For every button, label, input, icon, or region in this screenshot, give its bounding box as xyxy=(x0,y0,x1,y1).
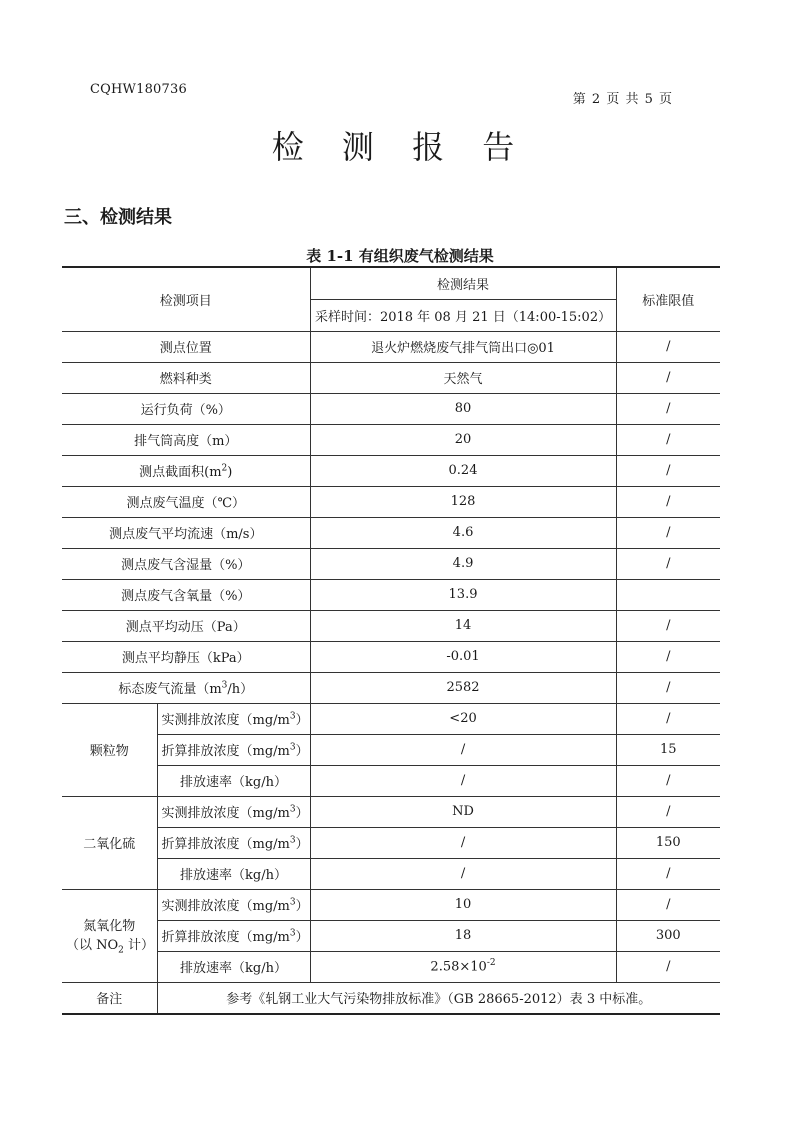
row-label: 测点平均静压（kPa） xyxy=(62,641,310,672)
row-value: 14 xyxy=(310,610,616,641)
row-label: 测点平均动压（Pa） xyxy=(62,610,310,641)
row-value: / xyxy=(310,827,616,858)
param-text: 实测排放浓度（mg/m xyxy=(161,713,290,728)
table-row xyxy=(62,889,720,920)
param-text: 实测排放浓度（mg/m xyxy=(161,806,290,821)
row-label: 排气筒高度（m） xyxy=(62,424,310,455)
row-limit: / xyxy=(616,424,720,455)
header-row xyxy=(62,267,720,299)
row-limit: / xyxy=(616,951,720,982)
row-value: 13.9 xyxy=(310,579,616,610)
table-row xyxy=(62,424,720,455)
row-value: 128 xyxy=(310,486,616,517)
table-caption: 表 1-1 有组织废气检测结果 xyxy=(306,247,494,265)
table-row xyxy=(62,641,720,672)
row-value: 4.9 xyxy=(310,548,616,579)
table-row xyxy=(62,393,720,424)
table-row xyxy=(62,517,720,548)
report-number: CQHW180736 xyxy=(90,82,187,97)
row-limit: / xyxy=(616,517,720,548)
value-sup: -2 xyxy=(486,958,496,969)
param-text: 排放速率（kg/h） xyxy=(180,868,287,883)
row-limit: / xyxy=(616,362,720,393)
param-label xyxy=(157,889,310,920)
row-limit: / xyxy=(616,455,720,486)
table-row xyxy=(62,827,720,858)
row-limit: / xyxy=(616,641,720,672)
row-value: 天然气 xyxy=(310,362,616,393)
col-header-limit: 标准限值 xyxy=(616,267,720,331)
param-text: 排放速率（kg/h） xyxy=(180,775,287,790)
row-label-sup: 3 xyxy=(221,680,228,691)
table-row xyxy=(62,796,720,827)
pollutant-name-line1: 氮氧化物 xyxy=(83,919,136,935)
row-label-text: 测点截面积(m xyxy=(139,465,222,480)
param-label xyxy=(157,951,310,982)
pollutant-name xyxy=(62,889,157,982)
row-value: <20 xyxy=(310,703,616,734)
row-limit: / xyxy=(616,858,720,889)
row-limit: / xyxy=(616,672,720,703)
section-heading: 三、检测结果 xyxy=(64,207,172,228)
row-limit: / xyxy=(616,393,720,424)
param-sup: 3 xyxy=(289,835,296,846)
value-text: 2.58×10 xyxy=(430,959,487,975)
param-text: ） xyxy=(295,713,309,728)
param-text: 折算排放浓度（mg/m xyxy=(161,930,290,945)
param-text: ） xyxy=(295,899,309,914)
param-text: 实测排放浓度（mg/m xyxy=(161,899,290,914)
table-row xyxy=(62,951,720,982)
param-label xyxy=(157,796,310,827)
param-text: 折算排放浓度（mg/m xyxy=(161,837,290,852)
param-sup: 3 xyxy=(289,711,296,722)
param-text: ） xyxy=(295,930,309,945)
row-limit: / xyxy=(616,765,720,796)
table-row xyxy=(62,703,720,734)
row-label: 燃料种类 xyxy=(62,362,310,393)
row-value xyxy=(310,951,616,982)
table-row xyxy=(62,672,720,703)
row-limit: / xyxy=(616,486,720,517)
row-limit: / xyxy=(616,548,720,579)
table-row xyxy=(62,455,720,486)
col-header-result: 检测结果 xyxy=(310,267,616,299)
param-label xyxy=(157,920,310,951)
row-value: 80 xyxy=(310,393,616,424)
table-row xyxy=(62,734,720,765)
pollutant-name-sub: 2 xyxy=(118,945,124,956)
param-sup: 3 xyxy=(289,742,296,753)
row-value: 0.24 xyxy=(310,455,616,486)
param-sup: 3 xyxy=(289,804,296,815)
row-label xyxy=(62,455,310,486)
param-label xyxy=(157,858,310,889)
row-value: ND xyxy=(310,796,616,827)
note-row xyxy=(62,982,720,1014)
param-text: ） xyxy=(295,837,309,852)
table-row xyxy=(62,548,720,579)
row-limit: / xyxy=(616,796,720,827)
param-label xyxy=(157,734,310,765)
row-value: / xyxy=(310,765,616,796)
note-text: 参考《轧钢工业大气污染物排放标准》（GB 28665-2012）表 3 中标准。 xyxy=(157,982,720,1014)
table-row xyxy=(62,765,720,796)
row-label: 测点废气含湿量（%） xyxy=(62,548,310,579)
table-row xyxy=(62,858,720,889)
row-label xyxy=(62,672,310,703)
param-label xyxy=(157,827,310,858)
table-row xyxy=(62,920,720,951)
row-value: / xyxy=(310,858,616,889)
pollutant-name-line2: 计） xyxy=(123,938,155,954)
row-value: 18 xyxy=(310,920,616,951)
row-limit: / xyxy=(616,331,720,362)
row-label-sup: 2 xyxy=(221,463,228,474)
param-text: ） xyxy=(295,806,309,821)
param-text: 折算排放浓度（mg/m xyxy=(161,744,290,759)
row-value: 10 xyxy=(310,889,616,920)
param-text: 排放速率（kg/h） xyxy=(180,961,287,976)
row-limit: / xyxy=(616,703,720,734)
row-label-text: ) xyxy=(227,465,233,480)
table-row xyxy=(62,362,720,393)
param-sup: 3 xyxy=(289,897,296,908)
row-value: 2582 xyxy=(310,672,616,703)
row-limit: / xyxy=(616,610,720,641)
row-label-text: 标态废气流量（m xyxy=(118,682,222,697)
row-value: 退火炉燃烧废气排气筒出口◎01 xyxy=(310,331,616,362)
pollutant-name-line2: （以 NO xyxy=(66,938,119,954)
document-title: 检 测 报 告 xyxy=(271,128,529,166)
row-label: 运行负荷（%） xyxy=(62,393,310,424)
col-header-item: 检测项目 xyxy=(62,267,310,331)
sampling-time: 采样时间：2018 年 08 月 21 日（14:00-15:02） xyxy=(310,299,616,331)
row-label: 测点废气平均流速（m/s） xyxy=(62,517,310,548)
table-row xyxy=(62,610,720,641)
note-label: 备注 xyxy=(62,982,157,1014)
row-value: 4.6 xyxy=(310,517,616,548)
param-text: ） xyxy=(295,744,309,759)
param-label xyxy=(157,703,310,734)
row-label-text: /h） xyxy=(227,682,254,697)
row-label: 测点位置 xyxy=(62,331,310,362)
row-limit: 15 xyxy=(616,734,720,765)
row-value: -0.01 xyxy=(310,641,616,672)
row-label: 测点废气含氧量（%） xyxy=(62,579,310,610)
row-value: / xyxy=(310,734,616,765)
table-row xyxy=(62,331,720,362)
page-indicator: 第 2 页 共 5 页 xyxy=(572,92,672,107)
param-sup: 3 xyxy=(289,928,296,939)
results-table xyxy=(62,266,720,1015)
row-label: 测点废气温度（℃） xyxy=(62,486,310,517)
table-row xyxy=(62,486,720,517)
row-value: 20 xyxy=(310,424,616,455)
table-row xyxy=(62,579,720,610)
row-limit: / xyxy=(616,889,720,920)
row-limit: 300 xyxy=(616,920,720,951)
row-limit xyxy=(616,579,720,610)
param-label xyxy=(157,765,310,796)
pollutant-name: 颗粒物 xyxy=(62,703,157,796)
row-limit: 150 xyxy=(616,827,720,858)
pollutant-name: 二氧化硫 xyxy=(62,796,157,889)
